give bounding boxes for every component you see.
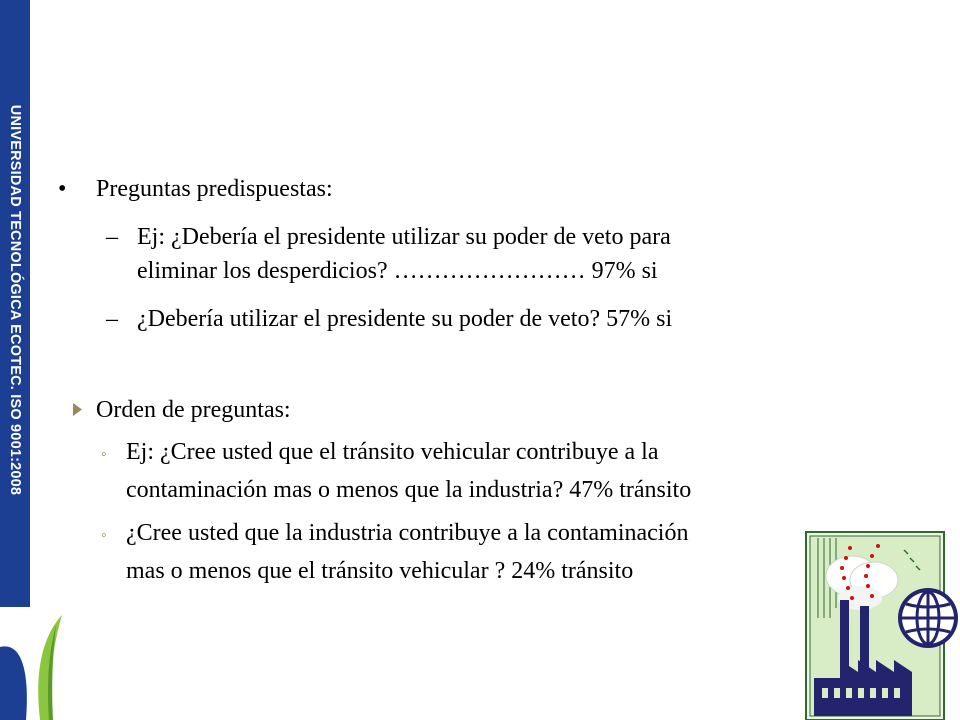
factory-globe-icon <box>800 528 960 720</box>
bullet-dot: • <box>58 176 67 202</box>
dash-marker: – <box>106 306 118 332</box>
circle-marker: ◦ <box>101 527 107 544</box>
item-text: Ej: ¿Debería el presidente utilizar su poder de veto para <box>137 224 671 250</box>
dash-marker: – <box>106 224 118 250</box>
sidebar-university-label: UNIVERSIDAD TECNOLÓGICA ECOTEC. ISO 9001:2008 <box>7 104 23 496</box>
circle-marker: ◦ <box>101 446 107 463</box>
triangle-right-icon <box>73 403 82 416</box>
item-text: ¿Debería utilizar el presidente su poder de veto? 57% si <box>137 306 673 332</box>
item-text: contaminación mas o menos que la industria? 47% tránsito <box>126 477 692 503</box>
section-heading-predispuestas: Preguntas predispuestas: <box>96 176 333 202</box>
item-text: Ej: ¿Cree usted que el tránsito vehicular contribuye a la <box>126 439 659 465</box>
section-heading-orden: Orden de preguntas: <box>96 397 291 423</box>
item-text: ¿Cree usted que la industria contribuye a la contaminación <box>126 520 689 546</box>
item-text: mas o menos que el tránsito vehicular ? 24% tránsito <box>126 558 634 584</box>
item-text: eliminar los desperdicios? …………………… 97% si <box>137 258 658 284</box>
